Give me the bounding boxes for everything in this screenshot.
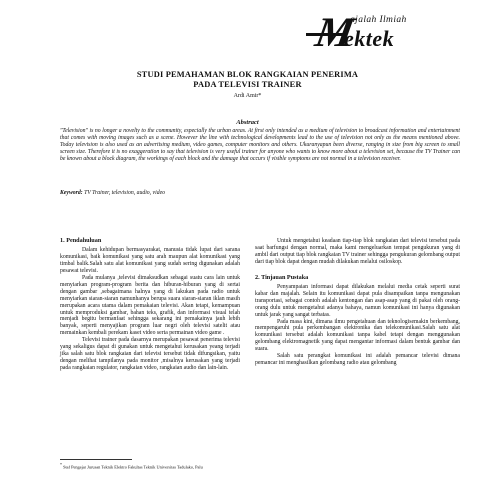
keywords xyxy=(60,190,460,197)
left-paragraph-1: Dalam kehidupan bermasyarakat, manusia tidak lupat dari sarana komunikasi, baik komunikasi yang satu arah maupun alat komunikasi yang timbal balik.Salah satu alat komunikasi yang sudah sering digunakan adalah pesawat televisi. xyxy=(60,246,240,274)
paper-title-line2: PADA TELEVISI TRAINER xyxy=(193,80,302,89)
author: Ardi Amir* xyxy=(233,93,262,99)
journal-logo xyxy=(306,6,466,60)
right-paragraph-2: Penyampaian informasi dapat dilakukan melalui media cetak seperti surat kabar dan majalah. Selain itu komunikasi dapat pula disampaikan tanpa mengunakan transportasi, sebagai contoh adalah kentongan dan asap-asap yang di pakai oleh orang-orang dulu untuk mengetahui adanya bahaya, namun komunikasi ini hanya digunakan untuk jarak yang sangat terbatas. xyxy=(255,283,460,318)
footnote-rule xyxy=(60,459,132,460)
logo-top-text: ajalah Ilmiah xyxy=(350,15,407,25)
footnote-text: Staf Pengajar Jurusan Teknik Elektro Fakultas Teknik Universitas Tadulako, Palu xyxy=(62,464,203,470)
section-heading-pendahuluan: 1. Pendahuluan xyxy=(60,237,102,244)
section-heading-tinjauan: 2. Tinjauan Pustaka xyxy=(255,273,309,281)
left-column xyxy=(60,238,240,372)
abstract-body: "Television" is no longer a novelty to the community, especially the urban areas. At first only intended as a medium of television to broadcast information and entertainment that comes with moving images such as a scene. However the line with technological developments lead to the use of television not only as the means mentioned above. Today television is also used as an advertising medium, video games, computer monitors and others. Ukuranyapun been diverse, ranging in size from big screen to small screen size. Therefore it is no exaggeration to say that television is very useful trainer for anyone who wants to know more about a television set, because the TV Trainer can be known about a block diagram, the workings of each block and the damage that occurs if visible symptoms are not normal in a television receiver. xyxy=(60,128,460,163)
paper-title-line1: STUDI PEMAHAMAN BLOK RANGKAIAN PENERIMA xyxy=(136,70,359,79)
right-paragraph-4: Salah satu perangkat komunikasi ini adalah pemancar televisi dimana pemancar ini menghasilkan gelombang radio atau gelombang xyxy=(255,353,460,367)
left-paragraph-3: Televisi trainer pada dasarnya merupakan pesawat penerima televisi yang sekaligus dapat di gunakan untuk mengetahui kerusakan yeang terjadi jika salah satu blok rangkaian dari televisi tersebut tidak difungsikan, yaitu dengan melihat tampilanya pada monitor ,misalnya kerusakan yang terjadi pada rangkaian regulator, rangkaian video, rangkaian audio dan lain-lain. xyxy=(60,337,240,372)
footnote-mark: * xyxy=(60,462,62,467)
logo-bottom-text: ektek xyxy=(344,26,395,51)
right-paragraph-3: Pada masa kini, dimana ilmu pengetahuan dan teknologisemakin berkembang, mempengaruhi pula perkembangan elektronika dan telekomunikasi.Salah satu alat komunikasi tersebut adalah komunikasi tanpa kabel tetapi dengan menggunakan gelombang elektromagnetik yang dapat mengantar informasi dalam bentuk gambar dan suara. xyxy=(255,318,460,353)
footnote xyxy=(60,462,360,470)
abstract-heading: Abstract xyxy=(236,119,259,126)
left-paragraph-2: Pada mulanya ,televisi dimaksudkan sebagai suatu cara lain untuk menyiarkan program-program berita dan hiburan-hiburan yang di sertai dengan gambar ,sebagaimana halnya yang di lakukan pada radio untuk menyiarkan siaran-siaran namunhanya berupa suara siaran-siaran iklan masih merupakan acara utama dalam pemakaian televisi. Akan tetapi, kemampuan untuk memproduksi gambar, bahan teks, grafik, dan informasi visual telah menjadi begitu bermanfaat sehingga sekarang ini pemakainya jauh lebih banyak, seperti menyajikan program luar negri oleh televisi satelit atau memainkan kembali perekam kaset video serta permainan video game . xyxy=(60,274,240,337)
keyword-list: TV Trainer, television, audio, video xyxy=(82,190,165,196)
right-column xyxy=(255,238,460,367)
right-paragraph-1: Untuk mengetahui keadaan tiap-tiap blok rangkaian dari televisi tersebut pada saat barfungsi dengan normal, maka kami mengeluarkan tempat pengukuran yang di ambil dari output tiap blok rangkaian TV trainer sehingga pengukuran gelombang output dari tiap blok dapat dengan mudah dilakukan melalui osiloskop. xyxy=(255,238,460,265)
logo-letter: M xyxy=(311,10,358,56)
keyword-label: Keyword: xyxy=(60,190,83,196)
